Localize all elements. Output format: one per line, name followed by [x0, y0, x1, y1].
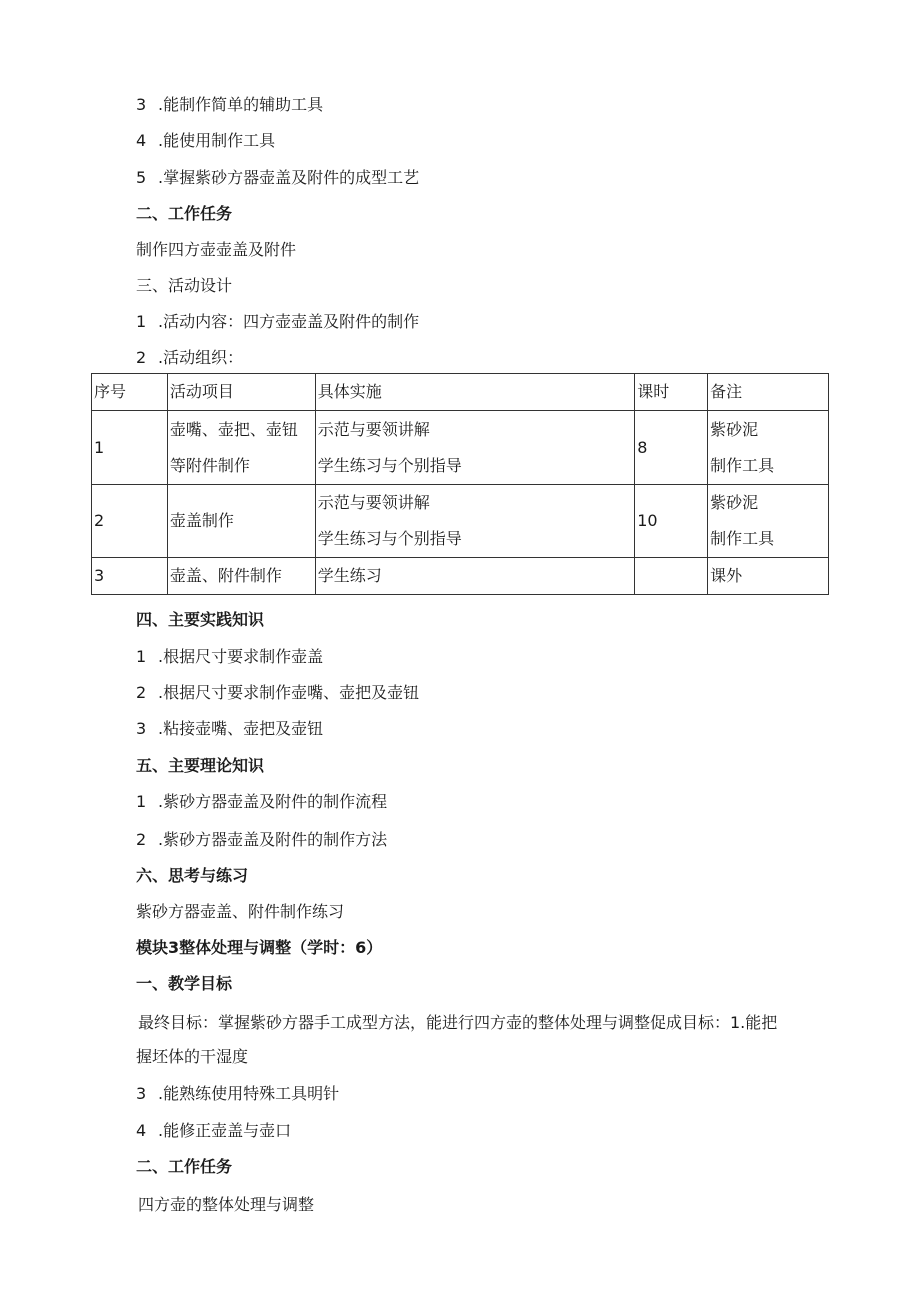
table-header-row	[92, 374, 829, 411]
goal-paragraph-line: 最终目标：掌握紫砂方器手工成型方法，能进行四方壶的整体处理与调整促成目标：1.能把	[138, 1013, 778, 1032]
table-header: 活动项目	[167, 374, 315, 411]
section-heading-task: 二、工作任务	[136, 1157, 233, 1176]
table-cell: 1	[92, 411, 168, 485]
section-heading-design: 三、活动设计	[136, 276, 233, 295]
table-cell: 8	[635, 411, 708, 485]
table-row	[92, 411, 829, 485]
list-item: 5 .掌握紫砂方器壶盖及附件的成型工艺	[136, 168, 420, 187]
list-item: 1 .紫砂方器壶盖及附件的制作流程	[136, 792, 388, 811]
list-item: 4 .能使用制作工具	[136, 131, 276, 150]
table-cell: 3	[92, 558, 168, 595]
list-item: 3 .能熟练使用特殊工具明针	[136, 1084, 340, 1103]
table-header: 课时	[635, 374, 708, 411]
table-cell: 课外	[708, 558, 829, 595]
section-heading-task: 二、工作任务	[136, 204, 233, 223]
section-heading-theory: 五、主要理论知识	[136, 756, 265, 775]
section-heading-exercise: 六、思考与练习	[136, 866, 249, 885]
list-item: 3 .粘接壶嘴、壶把及壶钮	[136, 719, 324, 738]
list-item: 2 .根据尺寸要求制作壶嘴、壶把及壶钮	[136, 683, 420, 702]
table-cell: 示范与要领讲解 学生练习与个别指导	[315, 411, 635, 485]
list-item: 4 .能修正壶盖与壶口	[136, 1121, 292, 1140]
section-heading-goal: 一、教学目标	[136, 974, 233, 993]
table-cell	[635, 558, 708, 595]
table-row	[92, 558, 829, 595]
list-item: 1 .活动内容：四方壶壶盖及附件的制作	[136, 312, 420, 331]
list-item: 1 .根据尺寸要求制作壶盖	[136, 647, 324, 666]
list-item: 3 .能制作简单的辅助工具	[136, 95, 324, 114]
table-cell: 10	[635, 485, 708, 558]
table-header: 备注	[708, 374, 829, 411]
task-text: 四方壶的整体处理与调整	[138, 1195, 315, 1214]
task-text: 制作四方壶壶盖及附件	[136, 240, 297, 259]
table-cell: 壶盖制作	[167, 485, 315, 558]
table-cell: 紫砂泥 制作工具	[708, 485, 829, 558]
activity-table	[91, 373, 829, 595]
table-header: 序号	[92, 374, 168, 411]
table-cell: 壶盖、附件制作	[167, 558, 315, 595]
table-cell: 2	[92, 485, 168, 558]
section-heading-practice: 四、主要实践知识	[136, 610, 265, 629]
table-row	[92, 485, 829, 558]
table-cell: 学生练习	[315, 558, 635, 595]
module-title: 模块3整体处理与调整（学时：6）	[136, 938, 383, 957]
list-item: 2 .紫砂方器壶盖及附件的制作方法	[136, 830, 388, 849]
list-item: 2 .活动组织：	[136, 348, 244, 367]
table-cell: 示范与要领讲解 学生练习与个别指导	[315, 485, 635, 558]
exercise-text: 紫砂方器壶盖、附件制作练习	[136, 902, 345, 921]
table-cell: 壶嘴、壶把、壶钮 等附件制作	[167, 411, 315, 485]
table-cell: 紫砂泥 制作工具	[708, 411, 829, 485]
table-header: 具体实施	[315, 374, 635, 411]
goal-paragraph-line: 握坯体的干湿度	[136, 1047, 249, 1066]
